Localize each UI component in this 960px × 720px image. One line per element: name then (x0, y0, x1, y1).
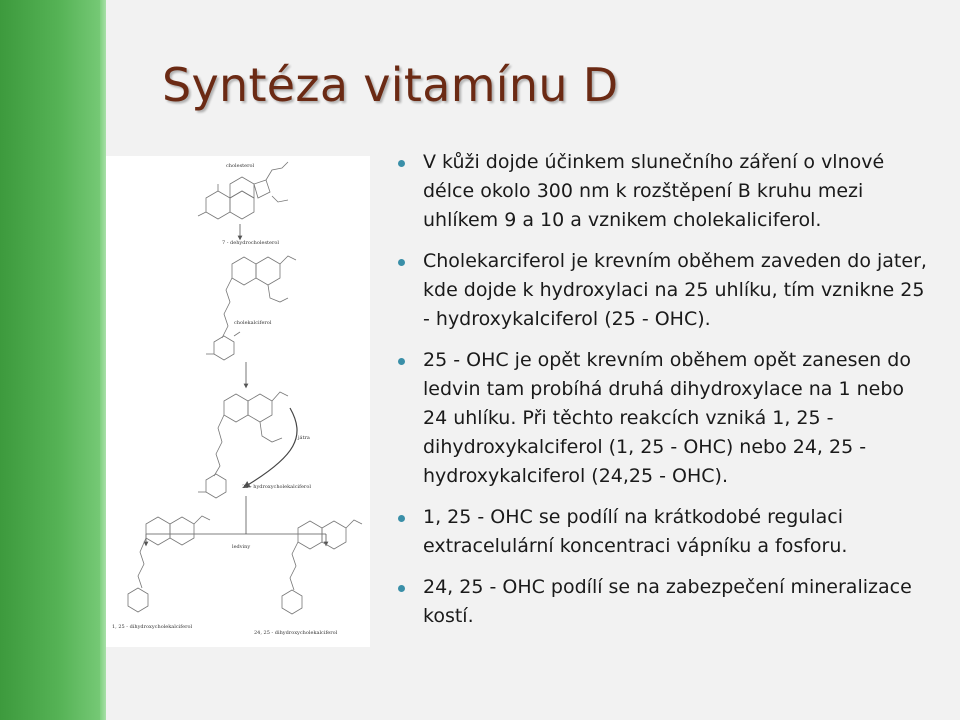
bullet-item (398, 503, 928, 561)
bullet-item (398, 247, 928, 334)
label-dihydroxy-24-25: 24, 25 - dihydroxycholekalciferol (254, 630, 338, 636)
dihydroxy-1-25-structure (128, 516, 210, 612)
cholekalciferol-structure (206, 256, 296, 360)
label-cholekalciferol: cholekalciferol (234, 320, 272, 326)
label-ledviny: ledviny (232, 544, 251, 550)
label-dihydroxy-1-25: 1, 25 - dihydroxycholekalciferol (112, 624, 193, 630)
bullet-dot-icon (398, 585, 405, 592)
sidebar-green-bar (0, 0, 106, 720)
bullet-dot-icon (398, 358, 405, 365)
bullet-item (398, 148, 928, 235)
bullet-dot-icon (398, 515, 405, 522)
bullet-item (398, 346, 928, 491)
bullet-text: 1, 25 - OHC se podílí na krátkodobé regulaci extracelulární koncentraci vápníku a fosforu. (423, 506, 848, 557)
label-hydroxycholekalciferol: 25 - hydroxycholekalciferol (242, 484, 311, 490)
vitamin-d-synthesis-diagram (106, 156, 370, 647)
bullet-text: 25 - OHC je opět krevním oběhem opět zanesen do ledvin tam probíhá druhá dihydroxylace na 1 nebo 24 uhlíku. Při těchto reakcích vzniká 1, 25 - dihydroxykalciferol (1, 25 - OHC) nebo 24, 25 - hydroxykalciferol (24,25 - OHC). (423, 349, 911, 487)
bullet-text: 24, 25 - OHC podílí se na zabezpečení mineralizace kostí. (423, 576, 912, 627)
bullet-dot-icon (398, 259, 405, 266)
label-dehydrocholesterol: 7 - dehydrocholesterol (222, 240, 279, 246)
bullet-item (398, 573, 928, 631)
label-jatra: játra (298, 435, 310, 441)
bullet-text: Cholekarciferol je krevním oběhem zaveden do jater, kde dojde k hydroxylaci na 25 uhlíku, tím vznikne 25 - hydroxykalciferol (25 - OHC). (423, 250, 927, 330)
cholesterol-structure (198, 162, 288, 219)
bullet-text: V kůži dojde účinkem slunečního záření o vlnové délce okolo 300 nm k rozštěpení B kruhu mezi uhlíkem 9 a 10 a vznikem cholekaliciferol. (423, 151, 885, 231)
label-cholesterol: cholesterol (226, 163, 255, 169)
bullet-list (398, 148, 928, 643)
slide-title: Syntéza vitamínu D (162, 58, 619, 112)
bullet-dot-icon (398, 160, 405, 167)
hydroxy-structure (198, 392, 288, 498)
